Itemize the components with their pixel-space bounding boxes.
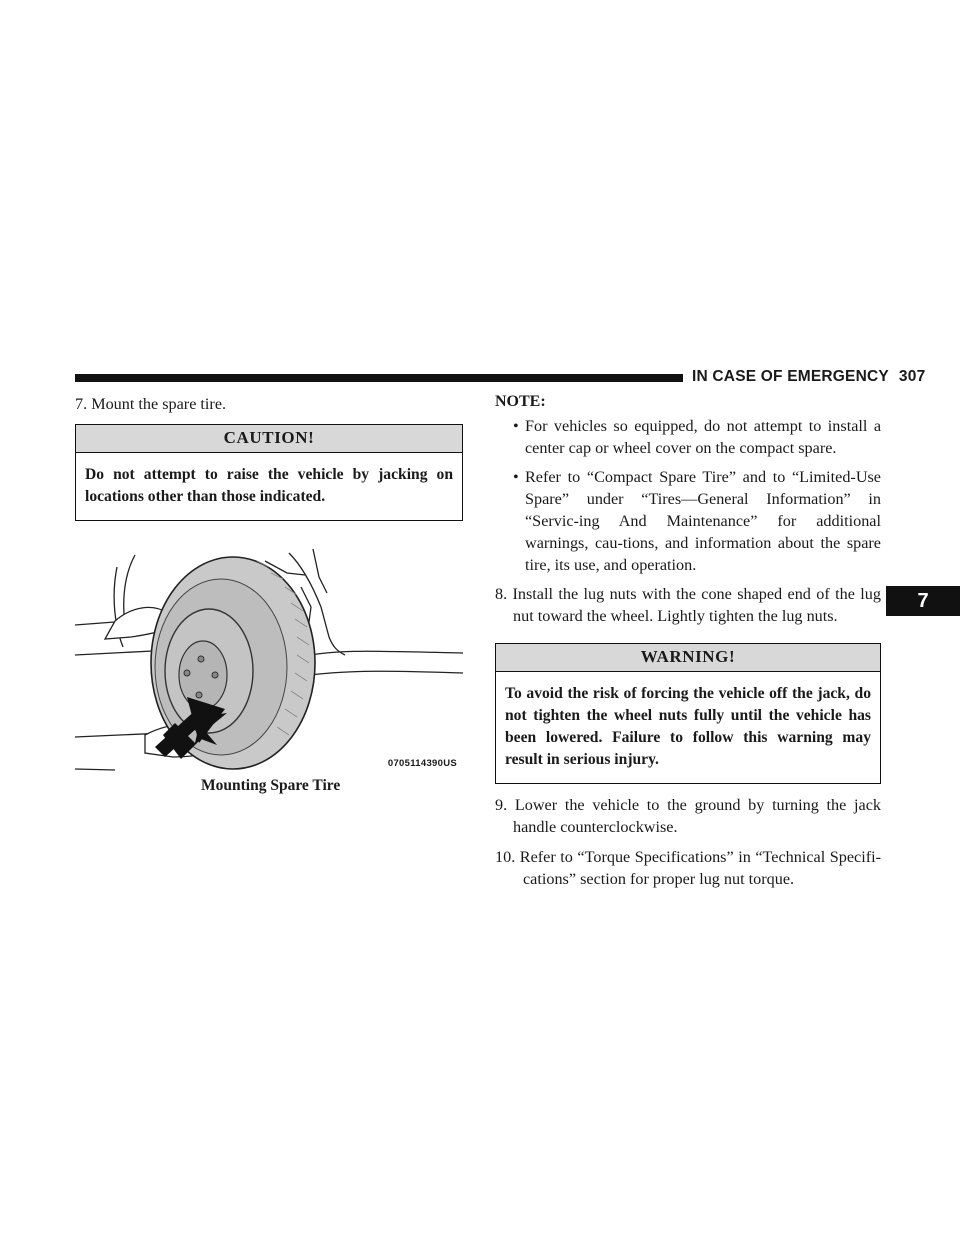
note-label: NOTE:: [495, 393, 546, 410]
section-title: IN CASE OF EMERGENCY: [692, 368, 889, 385]
step-7: 7. Mount the spare tire.: [75, 395, 227, 413]
warning-box: [495, 643, 881, 784]
bullet-icon: •: [513, 468, 519, 486]
spare-tire-figure: [75, 547, 463, 775]
bullet-text: Refer to “Compact Spare Tire” and to “Limited-Use Spare” under “Tires—General Information” in “Servic-ing And Maintenance” for additional warnings, cau-tions, and information about the spare tire, its use, and operation.: [525, 468, 881, 574]
caution-title: CAUTION!: [76, 425, 462, 453]
warning-body: To avoid the risk of forcing the vehicle off the jack, do not tighten the wheel nuts fully until the vehicle has been lowered. Failure to follow this warning may result in serious injury.: [505, 685, 871, 768]
warning-title: WARNING!: [496, 644, 880, 672]
figure-caption: Mounting Spare Tire: [201, 777, 341, 794]
spare-tire-illustration: [75, 547, 463, 775]
page-number: 307: [898, 368, 926, 385]
bullet-icon: •: [513, 417, 519, 435]
list-item: [495, 415, 881, 459]
caution-box: [75, 424, 463, 521]
header-rule: [75, 374, 683, 382]
left-column: [75, 393, 463, 795]
note-bullets: [495, 415, 881, 576]
step-8: 8. Install the lug nuts with the cone shaped end of the lug nut toward the wheel. Lightly tighten the lug nuts.: [495, 585, 881, 625]
right-column: [495, 393, 881, 890]
chapter-tab: 7: [886, 586, 960, 616]
list-item: [495, 466, 881, 576]
running-header: [692, 368, 925, 386]
step-9: 9. Lower the vehicle to the ground by turning the jack handle counterclockwise.: [495, 796, 881, 836]
figure-code: 0705114390US: [387, 758, 457, 769]
step-10: 10. Refer to “Torque Specifications” in “Technical Specifi-cations” section for proper lug nut torque.: [495, 848, 881, 888]
caution-body: Do not attempt to raise the vehicle by jacking on locations other than those indicated.: [85, 466, 453, 505]
bullet-text: For vehicles so equipped, do not attempt to install a center cap or wheel cover on the compact spare.: [525, 417, 881, 457]
